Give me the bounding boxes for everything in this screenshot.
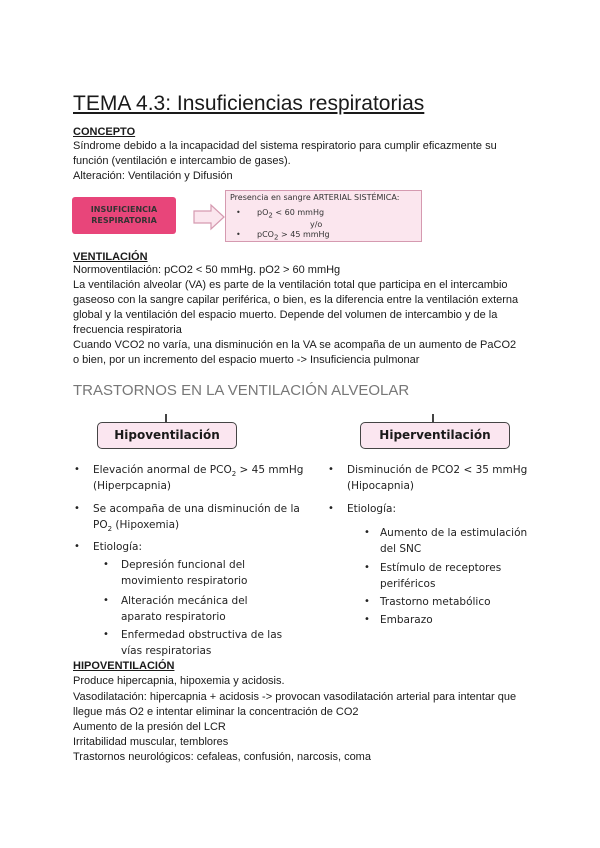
bullet-dot: • [364, 614, 370, 625]
divider-tick [432, 414, 434, 422]
hiper-bullet-text: (Hipocapnia) [347, 480, 414, 492]
bullet-dot: • [364, 527, 370, 538]
hipoventilacion-heading: HIPOVENTILACIÓN [73, 660, 175, 672]
ventilacion-line: global y la ventilación del espacio muerto. Depende del volumen de intercambio y de la [73, 309, 498, 321]
bullet-dot: • [74, 503, 80, 514]
hipoventilacion-line: Trastornos neurológicos: cefaleas, confusión, narcosis, coma [73, 751, 371, 763]
bullet-dot: • [364, 562, 370, 573]
hipo-sub-text: vías respiratorias [121, 645, 212, 657]
hipo-bullet-text: $PO_2$ (Hipoxemia) [93, 519, 180, 534]
hiperventilacion-box: Hiperventilación [360, 422, 510, 449]
hiper-sub-text: Aumento de la estimulación [380, 527, 528, 539]
hipo-etiologia: Etiología: [93, 541, 142, 553]
bullet-dot: • [236, 208, 241, 217]
hipoventilacion-line: llegue más O2 e intentar eliminar la concentración de CO2 [73, 706, 359, 718]
bullet-dot: • [103, 595, 109, 606]
hipo-bullet-text: (Hiperpcapnia) [93, 480, 171, 492]
hipo-sub-text: movimiento respiratorio [121, 575, 248, 587]
insuficiencia-box-label: RESPIRATORIA [91, 216, 157, 225]
bullet-dot: • [74, 464, 80, 475]
hipoventilacion-line: Produce hipercapnia, hipoxemia y acidosis. [73, 675, 285, 687]
hipo-sub-text: Depresión funcional del [121, 559, 246, 571]
bullet-dot: • [103, 629, 109, 640]
ventilacion-line: La ventilación alveolar (VA) es parte de la ventilación total que participa en el intercambio [73, 279, 508, 291]
bullet-dot: • [74, 541, 80, 552]
hiper-sub-text: Estímulo de receptores [380, 562, 502, 574]
arrow-right-icon [193, 203, 225, 231]
hiper-bullet-text: Disminución de PCO2 < 35 mmHg [347, 464, 528, 476]
hipoventilacion-line: Irritabilidad muscular, temblores [73, 736, 229, 748]
bullet-dot: • [328, 464, 334, 475]
ventilacion-line: Normoventilación: pCO2 < 50 mmHg. pO2 > 60 mmHg [73, 264, 341, 276]
ventilacion-line: Cuando VCO2 no varía, una disminución en la VA se acompaña de un aumento de PaCO2 [73, 339, 517, 351]
criteria-item: $pO_2 < 60$ mmHg [257, 208, 325, 220]
concepto-line: función (ventilación e intercambio de gases). [73, 155, 291, 167]
criteria-card-title: Presencia en sangre ARTERIAL SISTÉMICA: [230, 193, 400, 202]
hipo-sub-text: Enfermedad obstructiva de las [121, 629, 283, 641]
criteria-item: pCO$_2$ > 45 mmHg [257, 230, 330, 242]
criteria-card [225, 190, 422, 242]
page-title: TEMA 4.3: Insuficiencias respiratorias [73, 92, 425, 115]
trastornos-title: TRASTORNOS EN LA VENTILACIÓN ALVEOLAR [73, 382, 410, 399]
bullet-dot: • [236, 230, 241, 239]
hiper-sub-text: Embarazo [380, 614, 433, 626]
hipo-bullet-text: Se acompaña de una disminución de la [93, 503, 300, 515]
hipo-sub-text: Alteración mecánica del [121, 595, 248, 607]
criteria-connector: y/o [310, 220, 323, 229]
hiper-etiologia: Etiología: [347, 503, 396, 515]
insuficiencia-box [72, 197, 176, 234]
ventilacion-line: frecuencia respiratoria [73, 324, 182, 336]
insuficiencia-box-label: INSUFICIENCIA [90, 205, 158, 214]
hiper-sub-text: periféricos [380, 578, 436, 590]
divider-tick [165, 414, 167, 422]
hipoventilacion-box: Hipoventilación [97, 422, 237, 449]
ventilacion-line: o bien, por un incremento del espacio muerto -> Insuficiencia pulmonar [73, 354, 420, 366]
bullet-dot: • [103, 559, 109, 570]
concepto-line: Síndrome debido a la incapacidad del sistema respiratorio para cumplir eficazmente su [73, 140, 497, 152]
hipoventilacion-line: Vasodilatación: hipercapnia + acidosis -> provocan vasodilatación arterial para intentar que [73, 691, 517, 703]
hipoventilacion-line: Aumento de la presión del LCR [73, 721, 226, 733]
bullet-dot: • [364, 596, 370, 607]
hiper-sub-text: del SNC [380, 543, 422, 555]
ventilacion-heading: VENTILACIÓN [73, 251, 148, 263]
hiper-sub-text: Trastorno metabólico [380, 596, 491, 608]
hipo-bullet-text: Elevación anormal de $PCO_2 > 45$ mmHg [93, 464, 304, 479]
concepto-line: Alteración: Ventilación y Difusión [73, 170, 233, 182]
hipo-sub-text: aparato respiratorio [121, 611, 226, 623]
ventilacion-line: gaseoso con la sangre capilar periférica, o bien, es la diferencia entre la ventilación externa [73, 294, 519, 306]
concepto-heading: CONCEPTO [73, 126, 136, 138]
bullet-dot: • [328, 503, 334, 514]
